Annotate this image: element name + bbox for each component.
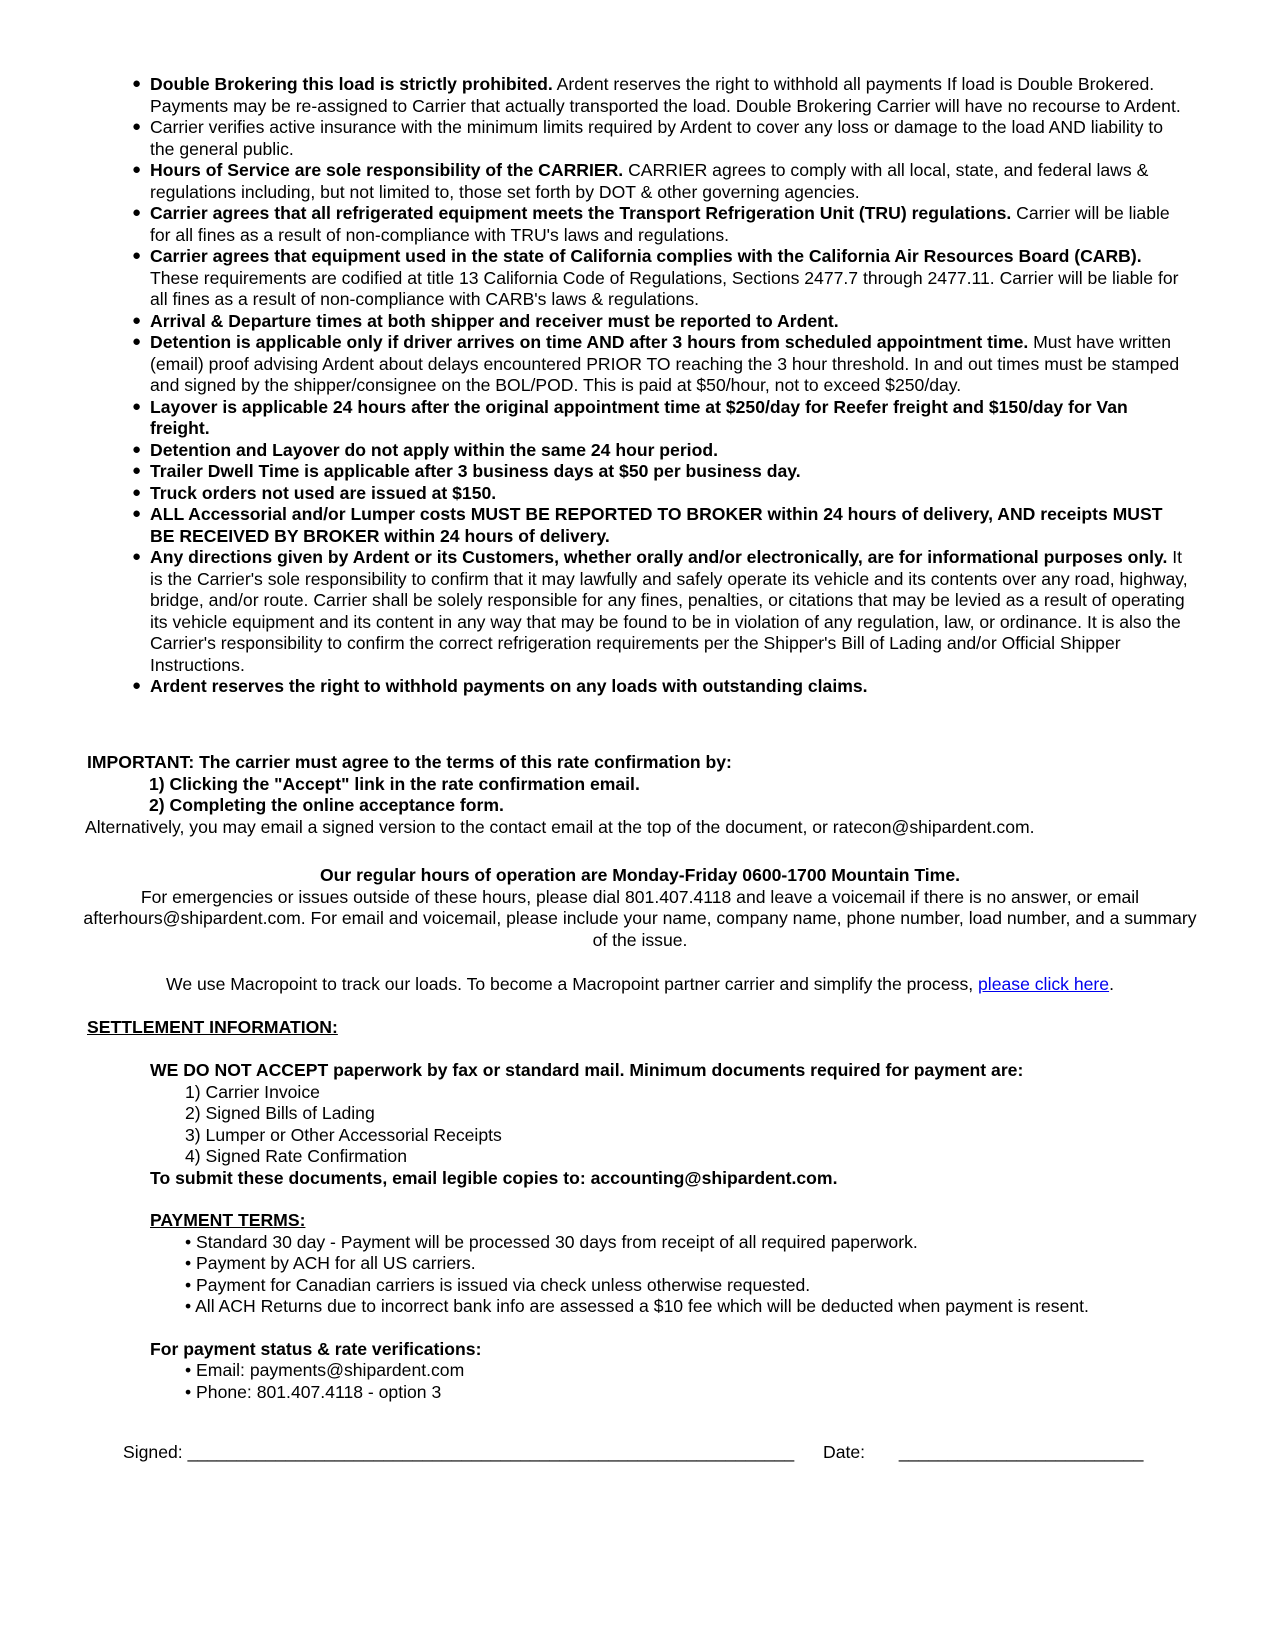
signature-row bbox=[123, 1442, 1203, 1464]
term-item: ● Arrival & Departure times at both shipper and receiver must be reported to Ardent. bbox=[132, 310, 839, 331]
term-item: ● Carrier agrees that equipment used in the state of California complies with the California Air Resources Board (CARB). These requirements are codified at title 13 California Code of Regulations, Sections 2477.7 through 2477.11. Carrier will be liable for all fines as a result of non-compliance with CARB's laws & regulations. bbox=[132, 246, 1179, 309]
bullet-icon: ● bbox=[132, 311, 142, 329]
payment-term-item: • Standard 30 day - Payment will be processed 30 days from receipt of all required paperwork. bbox=[185, 1231, 918, 1252]
terms-list bbox=[128, 74, 1188, 698]
term-item: ● Layover is applicable 24 hours after the original appointment time at $250/day for Reefer freight and $150/day for Van freight. bbox=[132, 396, 1128, 438]
hours-section bbox=[80, 865, 1200, 951]
term-item: ● Double Brokering this load is strictly prohibited. Ardent reserves the right to withhold all payments If load is Double Brokered. Payments may be re-assigned to Carrier that actually transported the load. Double Brokering Carrier will have no recourse to Ardent. bbox=[132, 74, 1181, 116]
contact-email: • Email: payments@shipardent.com bbox=[185, 1360, 465, 1380]
macropoint-link[interactable]: please click here bbox=[978, 974, 1110, 994]
term-item: ● Carrier agrees that all refrigerated equipment meets the Transport Refrigeration Unit (TRU) regulations. Carrier will be liable for all fines as a result of non-compliance with TRU's laws and regulations. bbox=[132, 203, 1170, 245]
accept-step-1: 1) Clicking the "Accept" link in the rate confirmation email. bbox=[149, 773, 640, 794]
term-item: ● Trailer Dwell Time is applicable after 3 business days at $50 per business day. bbox=[132, 461, 801, 481]
bullet-icon: ● bbox=[132, 548, 142, 565]
document-item: 2) Signed Bills of Lading bbox=[185, 1103, 375, 1123]
settlement-heading: SETTLEMENT INFORMATION: bbox=[87, 1017, 338, 1037]
date-line[interactable]: _________________________ bbox=[898, 1442, 1144, 1462]
bullet-icon: ● bbox=[132, 397, 142, 415]
bullet-icon: ● bbox=[132, 118, 142, 135]
payment-term-item: • Payment by ACH for all US carriers. bbox=[185, 1253, 476, 1273]
term-item: ● Carrier verifies active insurance with the minimum limits required by Ardent to cover any loss or damage to the load AND liability to the general public. bbox=[132, 117, 1164, 159]
bullet-icon: ● bbox=[132, 677, 142, 694]
contact-phone: • Phone: 801.407.4118 - option 3 bbox=[185, 1381, 442, 1402]
macropoint-note: We use Macropoint to track our loads. To become a Macropoint partner carrier and simplify the process, please click here. bbox=[166, 974, 1114, 994]
bullet-icon: ● bbox=[132, 462, 142, 479]
payment-status-heading: For payment status & rate verifications: bbox=[150, 1338, 482, 1359]
bullet-icon: ● bbox=[132, 75, 142, 92]
bullet-icon: ● bbox=[132, 204, 142, 221]
term-item: ● ALL Accessorial and/or Lumper costs MUST BE REPORTED TO BROKER within 24 hours of delivery, AND receipts MUST BE RECEIVED BY BROKER within 24 hours of delivery. bbox=[132, 504, 1163, 546]
signed-label: Signed: bbox=[123, 1442, 183, 1462]
bullet-icon: ● bbox=[132, 333, 142, 350]
payment-term-item: • Payment for Canadian carriers is issued via check unless otherwise requested. bbox=[185, 1274, 811, 1295]
term-item: ● Detention is applicable only if driver arrives on time AND after 3 hours from scheduled appointment time. Must have written (email) proof advising Ardent about delays encountered PRIOR TO reaching the 3 hour threshold. In and out times must be stamped and signed by the shipper/consignee on the BOL/POD. This is paid at $50/hour, not to exceed $250/day. bbox=[132, 332, 1180, 395]
hours-text: For emergencies or issues outside of these hours, please dial 801.407.4118 and leave a voicemail if there is no answer, or email afterhours@shipardent.com. For email and voicemail, please include your name, company name, phone number, load number, and a summary of the issue. bbox=[83, 886, 1197, 950]
bullet-icon: ● bbox=[132, 483, 142, 501]
bullet-icon: ● bbox=[132, 505, 142, 522]
bullet-icon: ● bbox=[132, 247, 142, 264]
signature-line[interactable]: ______________________________________________________________ bbox=[187, 1442, 795, 1462]
payment-terms-heading: PAYMENT TERMS: bbox=[150, 1210, 306, 1230]
bullet-icon: ● bbox=[132, 161, 142, 178]
term-item: ● Hours of Service are sole responsibility of the CARRIER. CARRIER agrees to comply with all local, state, and federal laws & regulations including, but not limited to, those set forth by DOT & other governing agencies. bbox=[132, 160, 1149, 202]
date-label: Date: bbox=[823, 1442, 866, 1462]
payment-term-item: • All ACH Returns due to incorrect bank info are assessed a $10 fee which will be deducted when payment is resent. bbox=[185, 1296, 1089, 1316]
documents-intro: WE DO NOT ACCEPT paperwork by fax or standard mail. Minimum documents required for payment are: bbox=[150, 1060, 1024, 1080]
term-item: ● Any directions given by Ardent or its Customers, whether orally and/or electronically, are for informational purposes only. It is the Carrier's sole responsibility to confirm that it may lawfully and safely operate its vehicle and its contents over any road, highway, bridge, and/or route. Carrier shall be solely responsible for any fines, penalties, or citations that may be levied as a result of operating its vehicle equipment and its content in any way that may be found to be in violation of any regulation, law, or ordinance. It is also the Carrier's responsibility to confirm the correct refrigeration requirements per the Shipper's Bill of Lading and/or Official Shipper Instructions. bbox=[132, 547, 1188, 675]
term-item: ● Ardent reserves the right to withhold payments on any loads with outstanding claims. bbox=[132, 676, 868, 696]
important-section bbox=[87, 752, 1207, 838]
document-item: 4) Signed Rate Confirmation bbox=[185, 1146, 407, 1166]
bullet-icon: ● bbox=[132, 440, 142, 458]
settlement-section bbox=[150, 1060, 1210, 1403]
accept-step-2: 2) Completing the online acceptance form. bbox=[149, 795, 504, 815]
alternative-note: Alternatively, you may email a signed version to the contact email at the top of the document, or ratecon@shipardent.com. bbox=[85, 816, 1035, 837]
document-item: 3) Lumper or Other Accessorial Receipts bbox=[185, 1124, 502, 1145]
term-item: ● Truck orders not used are issued at $150. bbox=[132, 482, 497, 503]
submit-instructions: To submit these documents, email legible copies to: accounting@shipardent.com. bbox=[150, 1167, 838, 1188]
important-heading: IMPORTANT: The carrier must agree to the terms of this rate confirmation by: bbox=[87, 752, 732, 772]
hours-heading: Our regular hours of operation are Monday-Friday 0600-1700 Mountain Time. bbox=[319, 865, 961, 885]
term-item: ● Detention and Layover do not apply within the same 24 hour period. bbox=[132, 439, 718, 460]
document-item: 1) Carrier Invoice bbox=[185, 1081, 320, 1102]
